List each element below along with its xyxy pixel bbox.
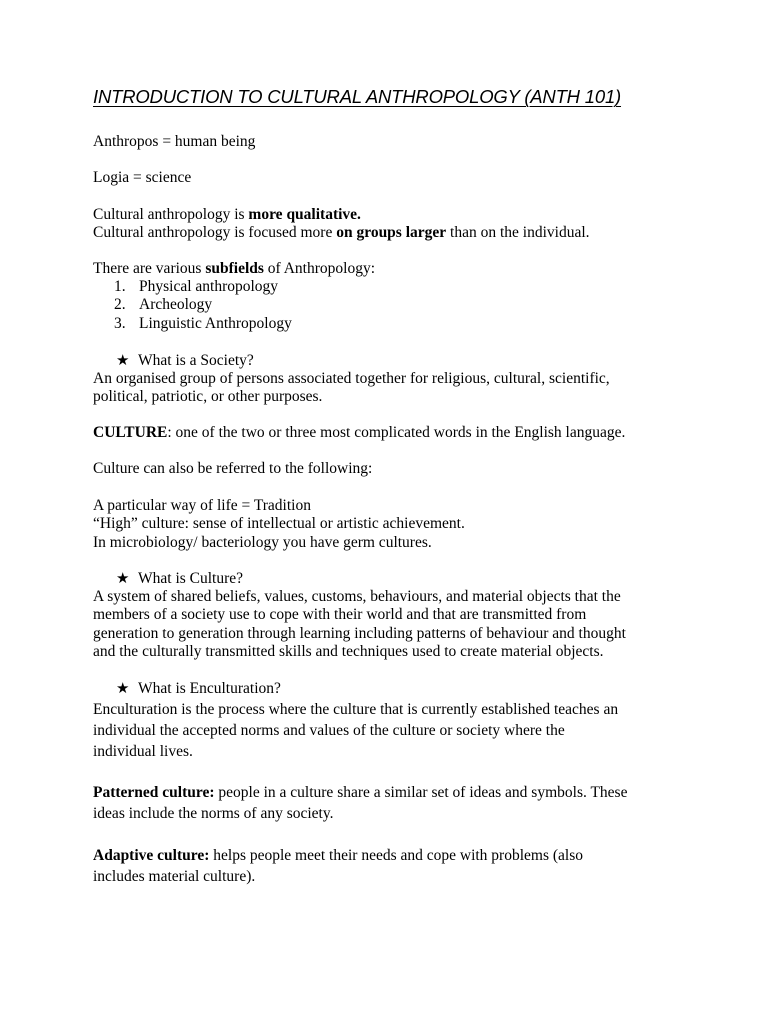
list-item [114,315,292,333]
focus-suffix: than on the individual. [446,224,590,242]
qualitative-bold: more qualitative. [248,206,361,223]
patterned-text: people in a culture share a similar set of ideas and symbols. These [214,784,628,801]
list-number: 3. [114,314,126,332]
paragraph-qualitative-focus [93,206,683,243]
subfields-intro [93,260,683,278]
enculturation-answer [93,699,683,762]
society-line: An organised group of persons associated together for religious, cultural, scientific, [93,370,610,387]
list-label: Linguistic Anthropology [139,314,292,332]
culture-answer-line: A system of shared beliefs, values, customs, behaviours, and material objects that the [93,588,621,605]
culture-question [116,569,243,588]
star-icon: ★ [116,569,130,587]
adaptive-line [93,845,683,866]
enculturation-line: Enculturation is the process where the culture that is currently established teaches an [93,701,619,718]
culture-refs-list [93,497,683,552]
enculturation-line: individual the accepted norms and values of the culture or society where the [93,722,565,739]
list-number: 1. [114,278,126,295]
list-item [114,278,292,296]
culture-bold: CULTURE [93,424,168,441]
list-label: Archeology [139,296,213,314]
focus-line [93,224,683,242]
culture-definition [93,424,683,442]
subfields-list [114,278,292,333]
culture-ref-line: “High” culture: sense of intellectual or artistic achievement. [93,515,465,533]
patterned-line [93,782,683,803]
definition-logia: Logia = science [93,169,192,186]
culture-question-text: What is Culture? [138,570,244,587]
adaptive-line: includes material culture). [93,868,256,885]
enculturation-question-text: What is Enculturation? [138,680,281,697]
subfields-suffix: of Anthropology: [263,260,376,277]
patterned-bold: Patterned culture: [93,784,215,801]
subfields-bold: subfields [205,260,264,277]
list-item [114,296,292,314]
star-icon: ★ [116,351,130,369]
subfields-prefix: There are various [93,260,206,277]
culture-answer [93,588,683,661]
patterned-line: ideas include the norms of any society. [93,805,334,822]
adaptive-bold: Adaptive culture: [93,847,210,864]
society-line: political, patriotic, or other purposes. [93,388,323,406]
culture-answer-line: members of a society use to cope with their world and that are transmitted from [93,606,587,624]
qualitative-prefix: Cultural anthropology is [93,206,249,223]
focus-prefix: Cultural anthropology is focused more [93,224,337,242]
list-label: Physical anthropology [139,278,279,295]
society-question [116,351,254,370]
culture-ref-line: In microbiology/ bacteriology you have germ cultures. [93,533,432,551]
adaptive-culture [93,845,683,887]
patterned-culture [93,782,683,824]
society-definition [93,370,683,407]
culture-answer-line: and the culturally transmitted skills and techniques used to create material objects. [93,642,604,660]
culture-ref-line: A particular way of life = Tradition [93,497,311,514]
culture-answer-line: generation to generation through learning including patterns of behaviour and thought [93,624,626,642]
enculturation-line: individual lives. [93,743,193,760]
definition-anthropos: Anthropos = human being [93,133,256,150]
star-icon: ★ [116,679,130,697]
adaptive-text: helps people meet their needs and cope with problems (also [209,847,584,864]
focus-bold: on groups larger [336,224,447,242]
document-title: INTRODUCTION TO CULTURAL ANTHROPOLOGY (ANTH 101) [93,86,622,107]
society-question-text: What is a Society? [138,352,254,369]
enculturation-question [116,679,281,698]
qualitative-line [93,206,683,224]
culture-refs-intro: Culture can also be referred to the following: [93,460,373,477]
list-number: 2. [114,296,126,314]
culture-definition-text: : one of the two or three most complicated words in the English language. [167,424,626,441]
